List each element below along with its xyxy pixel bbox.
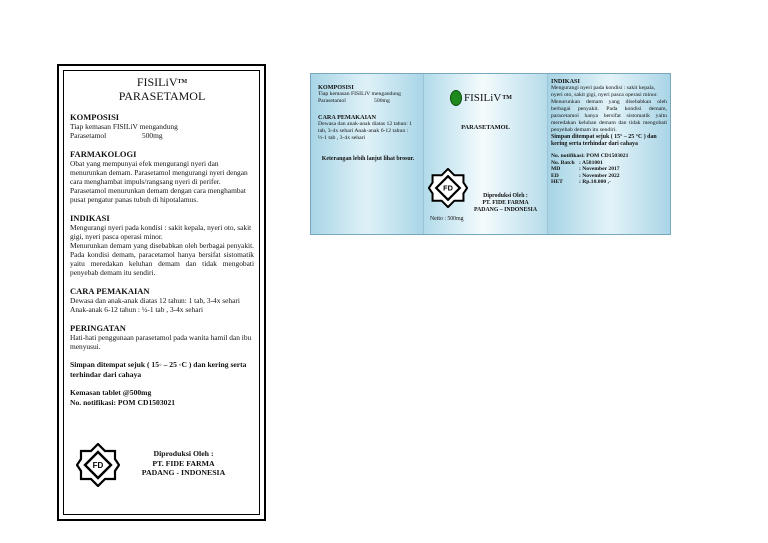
detail-row: [551, 179, 667, 185]
label-panel-center: [424, 74, 548, 234]
label-komposisi-item: Parasetamol: [318, 98, 346, 104]
cara-pemakaian-text-2: Anak-anak 6-12 tahun : ½-1 tab , 3-4x sehari: [70, 305, 203, 314]
detail-value: : A581001: [579, 160, 603, 166]
company-location: PADANG - INDONESIA: [141, 468, 226, 477]
label-company-location: PADANG – INDONESIA: [473, 207, 538, 213]
detail-key: MD: [551, 166, 561, 173]
label-netto: Netto : 500mg: [430, 216, 464, 222]
label-komposisi-heading: KOMPOSISI: [318, 84, 354, 91]
komposisi-item-row: [70, 131, 254, 140]
farmakologi-text: Obat yang mempunyai efek mengurangi nyeri dan menurunkan demam. Parasetamol mengurangi nyeri dengan cara menghambat impuls/rangsang nyeri di perifer. Parasetamol menurunkan demam dengan cara menghambat pusat pengatur panas tubuh di hipotalamus.: [70, 159, 248, 204]
detail-value: : November 2017: [579, 166, 620, 173]
brochure-inner-frame: [63, 70, 260, 515]
label-details-list: [551, 160, 667, 186]
product-label: [310, 73, 671, 235]
label-komposisi-text: Tiap kemasan FISILiV mengandung: [318, 91, 401, 97]
label-komposisi-item-row: [318, 98, 418, 105]
detail-value: : November 2022: [579, 172, 620, 179]
label-indikasi-text-2: Menurunkan demam yang disebabkan oleh berbagai penyakit. Pada kondisi demam, paracetamol hanya bersifat sistomatik yaitu meredakan keluhan demam dan tidak mengobati penyebab demam itu sendiri.: [551, 99, 667, 133]
company-name: PT. FIDE FARMA: [152, 458, 215, 468]
komposisi-heading: KOMPOSISI: [70, 112, 120, 122]
label-panel-left: [311, 74, 424, 234]
komposisi-dose: 500mg: [142, 131, 163, 140]
brochure-sheet: [57, 64, 266, 521]
detail-key: No. Batch: [551, 160, 575, 166]
peringatan-text: Hati-hati penggunaan parasetamol pada wanita hamil dan ibu menyusui.: [70, 333, 252, 351]
farmakologi-heading: FARMAKOLOGI: [70, 149, 137, 159]
detail-key: HET: [551, 179, 563, 186]
brochure-title: [70, 75, 254, 89]
komposisi-text: Tiap kemasan FISILiV mengandung: [70, 122, 178, 131]
detail-key: ED: [551, 172, 559, 179]
indikasi-text-1: Mengurangi nyeri pada kondisi : sakit kepala, nyeri oto, sakit gigi, nyeri pasca operasi minor.: [70, 223, 252, 241]
detail-value: : Rp.10.000 ,-: [579, 179, 611, 186]
brand-name: FISILiV: [136, 75, 178, 89]
label-indikasi-heading: INDIKASI: [551, 78, 580, 85]
cara-pemakaian-text-1: Dewasa dan anak-anak diatas 12 tahun: 1 tab, 3-4x sehari: [70, 296, 240, 305]
label-manufacturer-info: [466, 193, 545, 214]
manufacturer-block: [70, 441, 253, 501]
label-komposisi-dose: 500mg: [374, 98, 390, 104]
label-fd-logo-icon: [428, 168, 468, 208]
peringatan-heading: PERINGATAN: [70, 323, 126, 333]
label-panel-right: [548, 74, 671, 234]
label-brand: [450, 90, 512, 106]
label-produced-by: Diproduksi Oleh :: [483, 193, 528, 199]
brochure-subtitle: PARASETAMOL: [118, 89, 206, 103]
kemasan-text: Kemasan tablet @500mg: [70, 388, 152, 397]
label-keterangan: Keterangan lebih lanjut lihat brosur.: [321, 156, 415, 162]
label-notification-number: No. notifikasi: POM CD1503021: [551, 153, 629, 159]
indikasi-text-2: Menurunkan demam yang disebabkan oleh berbagai penyakit. Pada kondisi demam, paracetamol hanya bersifat sistomatik yaitu meredakan keluhan demam dan tidak mengobati penyebab demam itu sendiri.: [70, 241, 254, 277]
produced-by: Diproduksi Oleh :: [153, 449, 214, 458]
brand-capsule-icon: [450, 90, 462, 106]
notification-number: No. notifikasi: POM CD1503021: [70, 397, 176, 407]
komposisi-item: Parasetamol: [70, 131, 107, 140]
trademark-mark: TM: [177, 79, 188, 85]
label-cara-text: Dewasa dan anak-anak diatas 12 tahun: 1 tab, 3-4x sehari Anak-anak 6-12 tahun : ½-1 tab , 3-4x sehari: [318, 121, 413, 141]
label-brand-name: FISILiV: [464, 92, 502, 104]
fd-logo-text: FD: [92, 461, 104, 470]
label-storage-instruction: Simpan ditempat sejuk ( 15° – 25 °C ) dan kering serta terhindar dari cahaya: [551, 134, 657, 147]
label-fd-logo-text: FD: [443, 183, 453, 193]
label-company-name: PT. FIDE FARMA: [482, 200, 529, 206]
label-cara-heading: CARA PEMAKAIAN: [318, 114, 376, 121]
manufacturer-info: [114, 449, 253, 478]
cara-pemakaian-heading: CARA PEMAKAIAN: [70, 286, 150, 296]
indikasi-heading: INDIKASI: [70, 213, 110, 223]
storage-instruction: Simpan ditempat sejuk ( 15◦ – 25 ◦C ) dan kering serta terhindar dari cahaya: [70, 360, 247, 379]
label-trademark: TM: [502, 95, 512, 101]
label-subtitle: PARASETAMOL: [461, 124, 510, 131]
label-indikasi-text-1: Mengurangi nyeri pada kondisi : sakit kepala, nyeri oto, sakit gigi, nyeri pasca operasi minor.: [551, 85, 658, 98]
